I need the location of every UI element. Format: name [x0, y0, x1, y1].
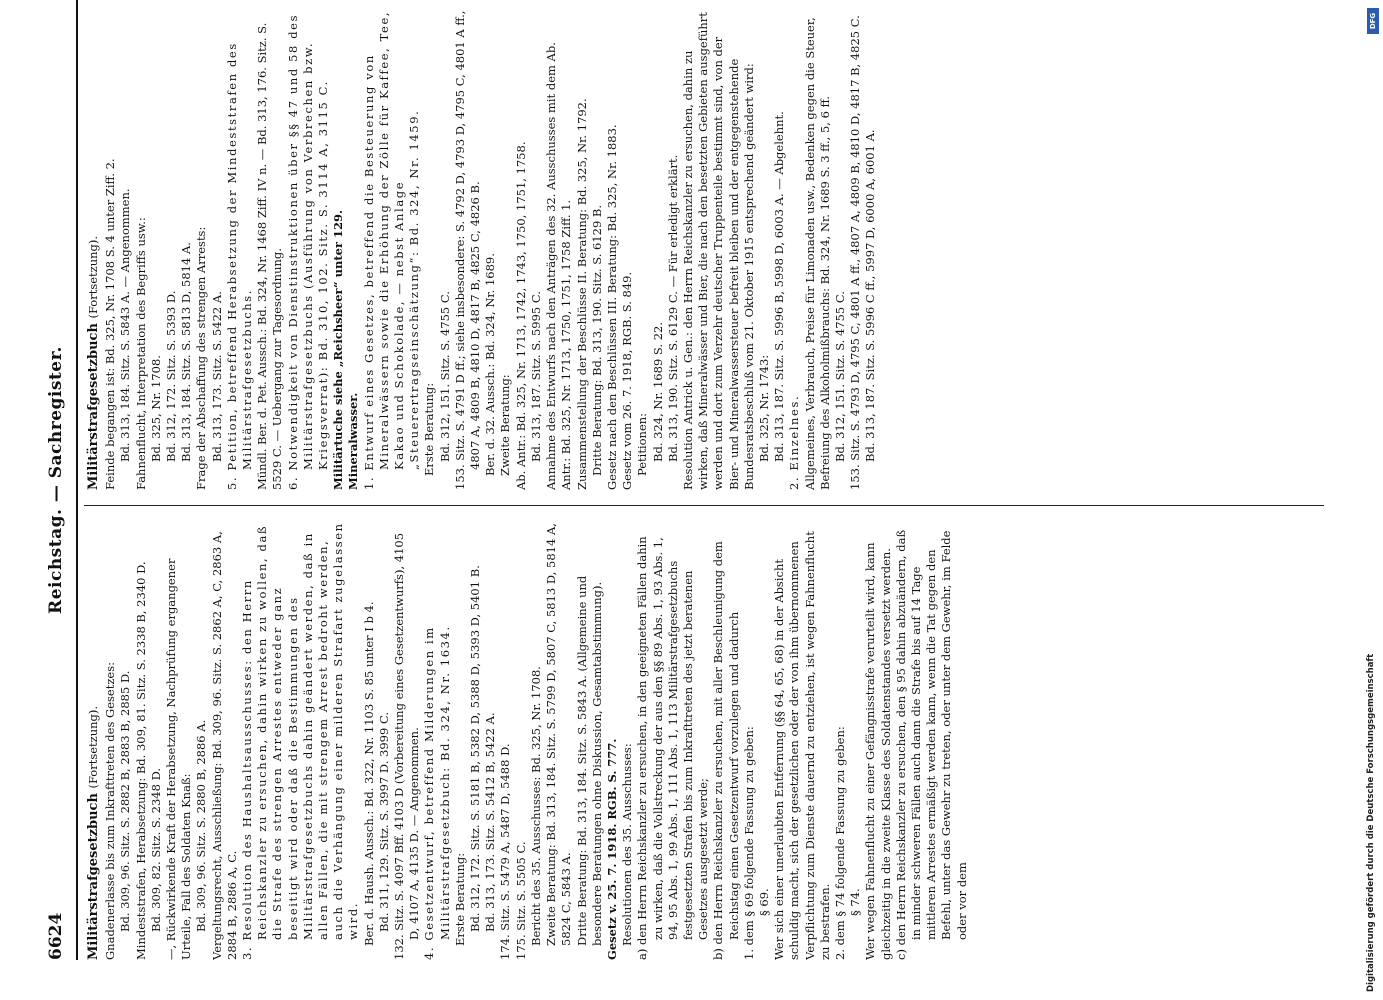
- index-entry: Bd. 312, 172. Sitz. S. 5393 D.: [164, 290, 179, 462]
- index-entry: Mineralwasser.: [346, 392, 361, 490]
- index-entry: 6. Notwendigkeit von Dienstinstruktionen über §§ 47 und 58 des Militärstrafgesetzbuchs (Ausführung von Verbrechen bzw. Kriegsverrat): Bd. 310, 102. Sitz. S. 3114 A, 3115 C.: [285, 13, 331, 490]
- index-entry: 1. Entwurf eines Gesetzes, betreffend die Besteuerung von Mineralwässern sowie die Erhöhung der Zölle für Kaffee, Tee, Kakao und Schokolade, — nebst Anlage „Steuerertragseinschätzung“: Bd. 324, Nr. 1459.: [361, 10, 422, 490]
- index-entry: Bd. 309, 96. Sitz. S. 2880 B, 2886 A.: [194, 719, 209, 932]
- index-entry: Bd. 312, 172. Sitz. S. 5181 B, 5382 D, 5388 D, 5393 D, 5401 B.: [468, 565, 483, 932]
- left-entries: [103, 520, 970, 960]
- page-number: 6624: [46, 912, 66, 960]
- index-entry: Bd. 309, 96. Sitz. S. 2882 B, 2883 B, 2885 D.: [118, 670, 133, 932]
- index-entry: Resolution Antrick u. Gen.: den Herrn Reichskanzler zu ersuchen, dahin zu wirken, daß Mineralwässer und Bier, die nach den besetzten Gebieten ausgeführt werden und dort zum Verzehr deutscher Truppenteile bestimmt sind, von der Bier- und Mineralwassersteuer befreit bleiben und der entgegenstehende Bundesratsbeschluß vom 21. Oktober 1915 entsprechend geändert wird:: [680, 12, 756, 490]
- left-column: [86, 520, 1330, 960]
- index-entry: Bd. 313, 187. Sitz. S. 5995 C.: [528, 291, 543, 462]
- dfg-badge-label: DFG: [1369, 12, 1377, 30]
- index-entry: Ber. d. Haush. Aussch.: Bd. 322, Nr. 1103 S. 85 unter I b 4.: [361, 601, 376, 946]
- index-entry: —, Rückwirkende Kraft der Herabsetzung, Nachprüfung ergangener Urteile, Fall des Soldaten Knaß:: [164, 558, 194, 960]
- index-entry: Gesetz nach den Beschlüssen III. Beratung: Bd. 325, Nr. 1883.: [604, 124, 619, 490]
- index-entry: 5. Petition, betreffend Herabsetzung der Mindeststrafen des Militärstrafgesetzbuchs.: [224, 42, 255, 490]
- right-rubric-title: Militärstrafgesetzbuch: [86, 323, 101, 490]
- index-entry: Erste Beratung:: [452, 852, 467, 946]
- index-entry: Ber. d. 32. Aussch.: Bd. 324, Nr. 1689.: [483, 253, 498, 476]
- index-entry: Bd. 313, 187. Sitz. S. 5996 B, 5998 D, 6003 A. — Abgelehnt.: [772, 111, 787, 462]
- index-entry: Bd. 313, 190. Sitz. S. 6129 C. — Für erledigt erklärt.: [665, 154, 680, 462]
- running-title: Reichstag. — Sachregister.: [46, 346, 66, 614]
- index-entry: 174. Sitz. S. 5479 A, 5487 D, 5488 D.: [498, 743, 513, 960]
- index-entry: Gesetz vom 26. 7. 1918, RGB. S. 849.: [620, 271, 635, 490]
- index-entry: Bd. 309, 82. Sitz. S. 2348 D.: [148, 767, 163, 932]
- index-entry: Bd. 313, 184. Sitz. S. 5843 A. — Angenommen.: [118, 188, 133, 462]
- index-entry: Bd. 313, 184. Sitz. S. 5813 D, 5814 A.: [179, 242, 194, 462]
- index-entry: Militärtuche siehe „Reichsheer“ unter 129.: [331, 209, 346, 490]
- index-entry: Zweite Beratung:: [498, 374, 513, 476]
- index-entry: § 74.: [848, 888, 863, 916]
- index-entry: Zusammenstellung der Beschlüsse II. Beratung: Bd. 325, Nr. 1792.: [574, 98, 589, 490]
- index-entry: Vergeltungsrecht, Ausschließung: Bd. 309, 96. Sitz. S. 2862 A, C, 2863 A, 2884 B, 2886 A, C.: [209, 531, 239, 960]
- index-entry: Annahme des Entwurfs nach den Anträgen des 32. Ausschusses mit dem Ab. Antr.: Bd. 325, Nr. 1713, 1750, 1751, 1758 Ziff. 1.: [544, 42, 574, 490]
- index-entry: Petitionen:: [635, 412, 650, 476]
- index-entry: § 69.: [756, 888, 771, 916]
- index-entry: Bd. 313, 187. Sitz. S. 5996 C ff., 5997 D, 6000 A, 6001 A.: [863, 129, 878, 462]
- index-entry: Dritte Beratung: Bd. 313, 184. Sitz. S. 5843 A. (Allgemeine und besondere Beratungen ohne Diskussion, Gesamtabstimmung).: [574, 575, 604, 946]
- index-entry: Bd. 313, 173. Sitz. S. 5412 B, 5422 A.: [483, 712, 498, 932]
- index-entry: Resolutionen des 35. Ausschusses:: [620, 743, 635, 946]
- right-entries: [103, 10, 878, 490]
- index-entry: 2. Einzelnes.: [787, 394, 802, 490]
- index-entry: Gesetz v. 25. 7. 1918. RGB. S. 777.: [604, 738, 619, 960]
- index-entry: 1. dem § 69 folgende Fassung zu geben:: [741, 726, 756, 960]
- index-entry: Ab. Antr.: Bd. 325, Nr. 1713, 1742, 1743, 1750, 1751, 1758.: [513, 141, 528, 490]
- index-entry: b) den Herrn Reichskanzler zu ersuchen, mit aller Beschleunigung dem Reichstag einen Gesetzentwurf vorzulegen und dadurch: [711, 541, 741, 960]
- index-entry: Bd. 312, 151. Sitz. S. 4755 C.: [437, 291, 452, 462]
- index-entry: Bd. 325, Nr. 1708.: [148, 355, 163, 462]
- index-entry: Bd. 313, 173. Sitz. S. 5422 A.: [209, 291, 224, 462]
- index-entry: Wer wegen Fahnenflucht zu einer Gefängnisstrafe verurteilt wird, kann gleichzeitig in die zweite Klasse des Soldatenstandes versetzt werden.: [863, 542, 893, 960]
- index-entry: 2. dem § 74 folgende Fassung zu geben:: [832, 726, 847, 960]
- right-rubric-cont: (Fortsetzung).: [86, 235, 100, 319]
- index-entry: 132. Sitz. S. 4097 Bff. 4103 D (Vorbereitung eines Gesetzentwurfs), 4105 D, 4107 A, 4135 D. — Angenommen.: [392, 532, 422, 960]
- index-entry: Dritte Beratung: Bd. 313, 190. Sitz. S. 6129 B.: [589, 204, 604, 476]
- index-entry: 175. Sitz. S. 5505 C.: [513, 841, 528, 960]
- index-entry: Allgemeines, Verbrauch, Preise für Limonaden usw., Bedenken gegen die Steuer, Befreiung des Alkoholmißbrauchs: Bd. 324, Nr. 1689 S. 3 ff., 5, 6 ff.: [802, 17, 832, 490]
- rotated-sheet: [40, 0, 1340, 960]
- index-entry: Bd. 311, 129. Sitz. S. 3997 D. 3999 C.: [376, 712, 391, 932]
- index-entry: Gnadenerlasse bis zum Inkrafttreten des Gesetzes:: [103, 662, 118, 960]
- index-entry: Bd. 312, 151. Sitz. S. 4755 C.: [832, 291, 847, 462]
- column-divider: [84, 505, 1324, 506]
- index-entry: Mündl. Ber. d. Pet. Aussch.: Bd. 324, Nr. 1468 Ziff. IV n. — Bd. 313, 176. Sitz. S. 5529 C. — Uebergang zur Tagesordnung.: [255, 22, 285, 490]
- right-column: [86, 10, 1330, 490]
- index-entry: Bd. 325, Nr. 1743:: [756, 354, 771, 462]
- right-rubric: [86, 10, 101, 490]
- page-header: [40, 0, 76, 960]
- digitization-note-text: Digitalisierung gefördert durch die Deutsche Forschungsgemeinschaft: [1366, 653, 1376, 992]
- index-entry: 4. Gesetzentwurf, betreffend Milderungen im Militärstrafgesetzbuch: Bd. 324, Nr. 1634.: [422, 625, 452, 960]
- index-entry: a) den Herrn Reichskanzler zu ersuchen, in den geeigneten Fällen dahin zu wirken, daß die Vollstreckung der aus den §§ 89 Abs. 1, 93 Abs. 1, 94, 95 Abs. 1, 99 Abs. 1, 111 Abs. 1, 113 Militärstrafgesetzbuchs festgesetzten Strafen bis zum Inkrafttreten des jetzt beratenen Gesetzes ausgesetzt werde;: [635, 536, 711, 960]
- left-rubric-title: Militärstrafgesetzbuch: [86, 793, 101, 960]
- left-rubric: [86, 520, 101, 960]
- index-entry: Bd. 324, Nr. 1689 S. 22.: [650, 322, 665, 462]
- digitization-note: [1366, 12, 1380, 992]
- left-rubric-cont: (Fortsetzung).: [86, 705, 100, 789]
- index-entry: Bericht des 35. Ausschusses: Bd. 325, Nr. 1708.: [528, 666, 543, 946]
- index-entry: Fahnenflucht, Interpretation des Begriffs usw.:: [133, 217, 148, 490]
- index-entry: Wer sich einer unerlaubten Entfernung (§§ 64, 65, 68) in der Absicht schuldig macht, sich der gesetzlichen oder der von ihm übernommenen Verpflichtung zum Dienste dauernd zu entziehen, ist wegen Fahnenflucht zu bestrafen.: [772, 531, 832, 960]
- index-entry: Zweite Beratung: Bd. 313, 184. Sitz. S. 5799 D, 5807 C, 5813 D, 5814 A, 5824 C, 5843 A.: [544, 523, 574, 946]
- index-entry: Mindeststrafen, Herabsetzung: Bd. 309, 81. Sitz. S. 2338 B, 2340 D.: [133, 561, 148, 960]
- index-entry: 153. Sitz. S. 4793 D, 4795 C, 4801 A ff., 4807 A, 4809 B, 4810 D, 4817 B, 4825 C.: [848, 15, 863, 490]
- index-entry: Feinde begangen ist: Bd. 325, Nr. 1708 S. 4 unter Ziff. 2.: [103, 158, 118, 490]
- header-rule: [76, 0, 78, 960]
- index-entry: Erste Beratung:: [422, 382, 437, 476]
- index-entry: 153. Sitz. S. 4791 D ff.; siehe insbesondere: S. 4792 D, 4793 D, 4795 C, 4801 A ff., 4807 A, 4809 B, 4810 D, 4817 B, 4825 C, 4826 B.: [452, 10, 483, 490]
- index-entry: Frage der Abschaffung des strengen Arrests:: [194, 226, 209, 490]
- index-entry: c) den Herrn Reichskanzler zu ersuchen, den § 95 dahin abzuändern, daß in minder schweren Fällen auch dann die Strafe bis auf 14 Tage mittleren Arrestes ermäßigt werden kann, wenn die Tat gegen den Befehl, unter das Gewehr zu treten, oder unter dem Gewehr, im Felde oder vor dem: [893, 529, 969, 960]
- index-entry: 3. Resolution des Haushaltsausschusses: den Herrn Reichskanzler zu ersuchen, dahin wirken zu wollen, daß die Strafe des strengen Arrestes entweder ganz beseitigt wird oder daß die Bestimmungen des Militärstrafgesetzbuchs dahin geändert werden, daß in allen Fällen, die mit strengem Arrest bedroht werden, auch die Verhängung einer milderen Strafart zugelassen wird.: [240, 522, 361, 960]
